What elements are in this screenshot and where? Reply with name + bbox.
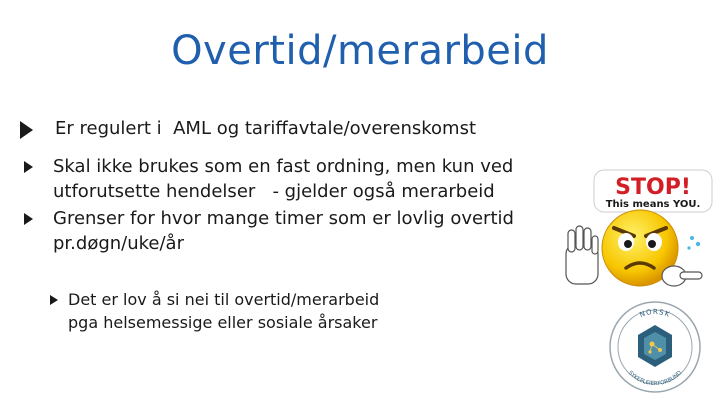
bullet-2 (24, 154, 513, 204)
bullet-2-line-2: utforutsette hendelser - gjelder også merarbeid (53, 181, 495, 202)
stop-hand-icon (566, 226, 598, 284)
arrow-bullet-icon (24, 213, 33, 225)
arrow-bullet-icon (50, 295, 58, 305)
bullet-1-text: Er regulert i AML og tariffavtale/overenskomst (55, 118, 477, 139)
seal-bottom-text: SYKEPLEIERFORBUND (626, 370, 684, 388)
bullet-3 (24, 206, 514, 256)
bullet-4-line-2: pga helsemessige eller sosiale årsaker (68, 313, 378, 332)
bullet-2-line-1: Skal ikke brukes som en fast ordning, men kun ved (53, 156, 514, 177)
angry-smiley-icon (562, 200, 712, 300)
bullet-4 (50, 288, 379, 334)
slide-title: Overtid/merarbeid (171, 28, 549, 74)
stop-caption: This means YOU. (605, 199, 701, 210)
stop-word: STOP! (615, 175, 691, 200)
bullet-4-line-1: Det er lov å si nei til overtid/merarbeid (68, 290, 380, 309)
bullet-3-line-1: Grenser for hvor mange timer som er lovlig overtid (53, 208, 514, 229)
seal-top-text: NORSK (638, 307, 672, 320)
bullet-1 (20, 118, 476, 139)
bullet-3-line-2: pr.døgn/uke/år (53, 233, 184, 254)
pointing-hand-icon (662, 266, 702, 286)
arrow-bullet-icon (20, 121, 33, 139)
arrow-bullet-icon (24, 161, 33, 173)
nsf-seal-logo (608, 300, 702, 394)
